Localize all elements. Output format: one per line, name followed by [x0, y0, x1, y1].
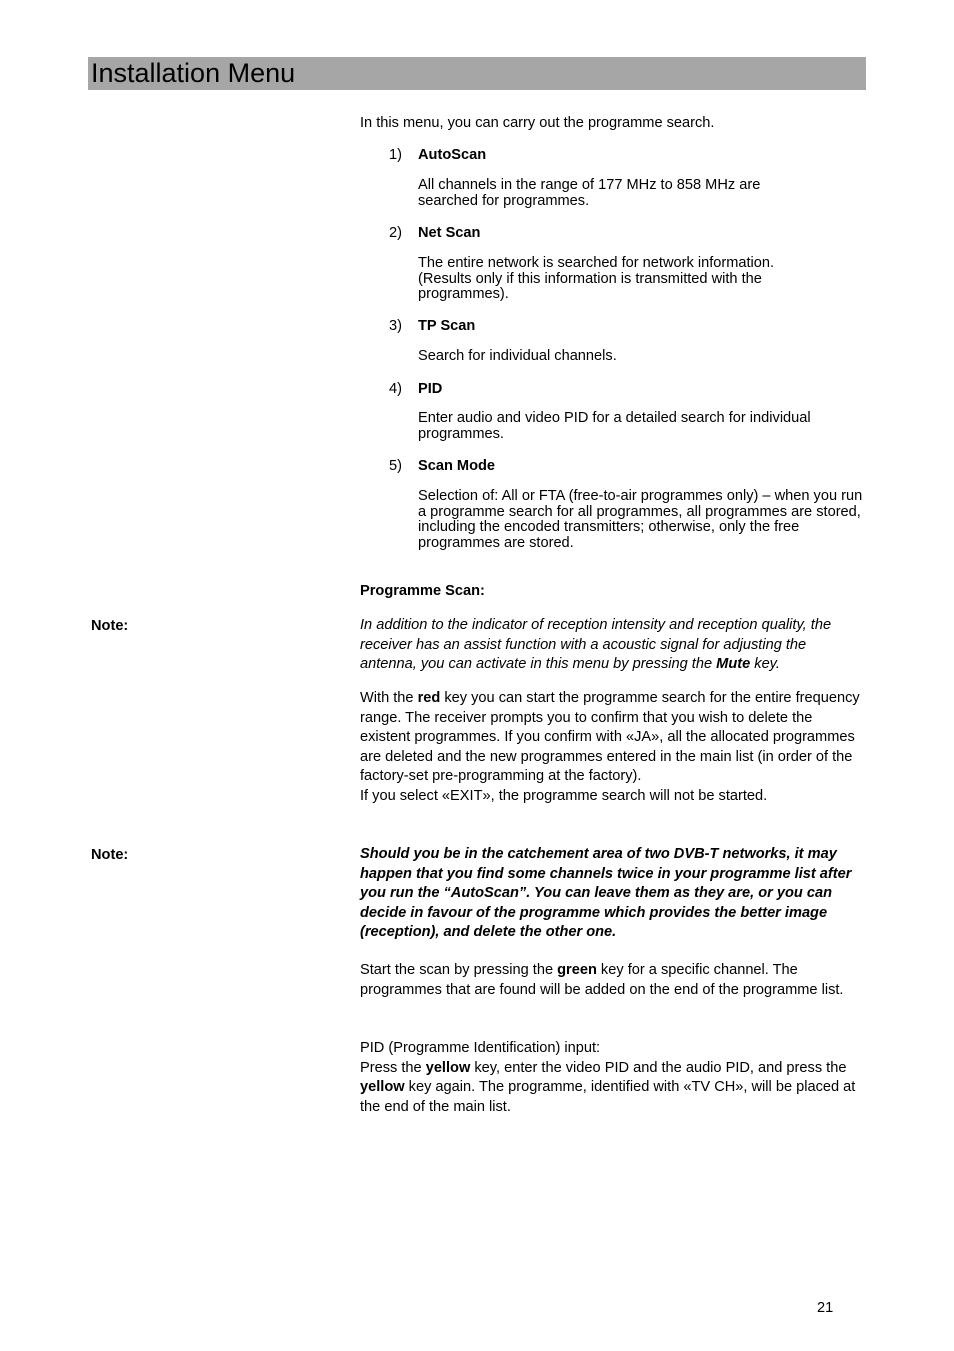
item-description: Search for individual channels. [418, 348, 617, 364]
note-text: Should you be in the catchement area of two DVB-T networks, it may happen that you find some channels twice in your programme list after you run the “AutoScan”. You can leave them as they are, or you can decide in favour of the programme which provides the better image (reception), and delete the other one. [360, 846, 852, 940]
item-number: 1) [389, 147, 402, 163]
yellow-key: yellow [425, 1059, 471, 1076]
item-number: 2) [389, 225, 402, 241]
yellow-key: yellow [360, 1079, 405, 1095]
intro-text: In this menu, you can carry out the programme search. [360, 115, 715, 131]
page-title: Installation Menu [91, 58, 296, 88]
note-label: Note: [91, 618, 129, 634]
item-number: 5) [389, 458, 402, 474]
red-key: red [417, 690, 441, 706]
item-heading: Scan Mode [418, 458, 496, 474]
green-key: green [557, 962, 597, 978]
note-label: Note: [91, 847, 129, 863]
item-heading: AutoScan [418, 147, 487, 163]
item-number: 4) [389, 381, 402, 397]
item-number: 3) [389, 318, 402, 334]
red-key-paragraph: With the red key you can start the programme search for the entire frequency range. The receiver prompts you to confirm that you wish to delete the existent programmes. If you confirm with «JA», all the allocated programmes are deleted and the new programmes entered in the main list (in order of the factory-set pre-programming at the factory). If you select «EXIT», the programme search will not be started. [360, 690, 860, 804]
mute-key: Mute [716, 656, 751, 672]
item-heading: PID [418, 381, 443, 397]
title-bar [88, 57, 866, 90]
page-number: 21 [817, 1300, 834, 1316]
item-description: Enter audio and video PID for a detailed search for individual programmes. [418, 410, 811, 442]
pid-paragraph: PID (Programme Identification) input: Press the yellow key, enter the video PID and the audio PID, and press the yellow key again. The programme, identified with «TV CH», will be placed at the end of the main list. [360, 1040, 856, 1115]
programme-scan-heading: Programme Scan: [360, 583, 485, 599]
item-heading: Net Scan [418, 225, 481, 241]
green-key-paragraph: Start the scan by pressing the green key for a specific channel. The programmes that are found will be added on the end of the programme list. [360, 962, 844, 998]
item-heading: TP Scan [418, 318, 476, 334]
note-text: In addition to the indicator of reception intensity and reception quality, the receiver has an assist function with a acoustic signal for adjusting the antenna, you can activate in this menu by pressing the Mute key. [360, 617, 832, 672]
item-description: Selection of: All or FTA (free-to-air programmes only) – when you run a programme search for all programmes, all programmes are stored, including the encoded transmitters; otherwise, only the free programmes are stored. [418, 488, 863, 551]
item-description: All channels in the range of 177 MHz to 858 MHz are searched for programmes. [418, 177, 761, 209]
item-description: The entire network is searched for network information. (Results only if this information is transmitted with the programmes). [418, 255, 775, 303]
